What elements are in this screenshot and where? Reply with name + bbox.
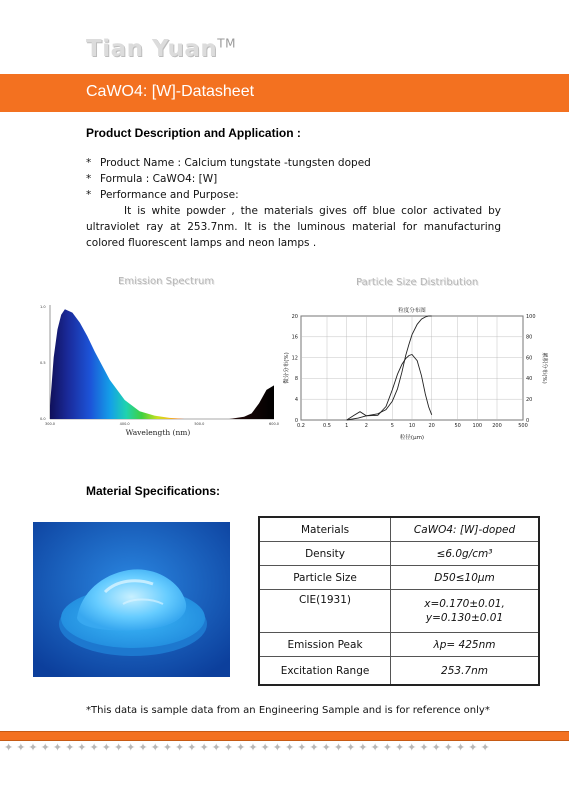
emission-chart-caption: Emission Spectrum xyxy=(118,276,215,287)
psd-x-tick-label: 0.2 xyxy=(297,423,305,429)
psd-y-tick-label: 20 xyxy=(291,313,298,320)
psd-inner-title: 粒度分布图 xyxy=(398,308,426,314)
psd-right-axis-label: 累积分布(%) xyxy=(541,352,547,384)
emission-spectrum-chart xyxy=(38,297,278,440)
psd-x-tick-label: 5 xyxy=(390,423,394,429)
psd-x-tick-label: 500 xyxy=(518,423,528,429)
psd-x-tick-label: 10 xyxy=(408,423,416,429)
list-item-product-name: * Product Name : Calcium tungstate -tungsten doped xyxy=(86,157,371,169)
psd-y2-tick-label: 100 xyxy=(526,313,536,320)
emission-x-tick-label: 300.0 xyxy=(44,422,56,426)
specifications-heading: Material Specifications: xyxy=(86,484,221,498)
title-banner xyxy=(0,74,569,112)
psd-x-tick-label: 1 xyxy=(345,423,349,429)
list-item-formula: * Formula : CaWO4: [W] xyxy=(86,173,218,185)
trademark-mark: TM xyxy=(217,36,236,51)
psd-x-tick-label: 0.5 xyxy=(323,423,331,429)
emission-x-axis-label: Wavelength (nm) xyxy=(125,428,191,437)
table-row: Density ≤6.0g/cm³ xyxy=(259,542,539,566)
emission-y-tick-label: 1.0 xyxy=(40,305,46,309)
emission-spectrum-area xyxy=(50,309,274,419)
psd-x-tick-label: 50 xyxy=(454,423,461,429)
psd-left-axis-label: 微分分布(%) xyxy=(284,352,290,384)
brand-logo xyxy=(86,36,236,62)
table-row: Emission Peak λp= 425nm xyxy=(259,633,539,657)
psd-y2-tick-label: 80 xyxy=(526,334,533,341)
psd-x-tick-label: 100 xyxy=(472,423,483,429)
sample-powder-photo xyxy=(33,522,230,677)
psd-chart-caption: Particle Size Distribution xyxy=(356,277,479,288)
emission-x-tick-label: 500.0 xyxy=(194,422,205,426)
psd-y2-tick-label: 60 xyxy=(526,355,533,362)
psd-x-tick-label: 200 xyxy=(492,423,502,429)
emission-x-tick-label: 600.0 xyxy=(268,422,280,426)
footer-decoration: ✦✦✦✦✦✦✦✦✦✦✦✦✦✦✦✦✦✦✦✦✦✦✦✦✦✦✦✦✦✦✦✦✦✦✦✦✦✦✦✦ xyxy=(4,742,493,754)
table-row: Excitation Range 253.7nm xyxy=(259,657,539,686)
psd-y-tick-label: 16 xyxy=(291,334,298,341)
specifications-table xyxy=(258,516,540,686)
disclaimer-note: *This data is sample data from an Engineering Sample and is for reference only* xyxy=(86,705,490,716)
particle-size-chart xyxy=(283,302,548,447)
table-row: Materials CaWO4: [W]-doped xyxy=(259,517,539,542)
emission-y-tick-label: 0.5 xyxy=(40,361,46,365)
psd-y-tick-label: 8 xyxy=(294,376,298,383)
table-row: CIE(1931) x=0.170±0.01, y=0.130±0.01 xyxy=(259,590,539,633)
psd-y-tick-label: 0 xyxy=(294,417,298,424)
description-list xyxy=(86,155,501,251)
psd-y2-tick-label: 20 xyxy=(526,397,533,403)
psd-x-axis-label: 粒径(μm) xyxy=(399,435,425,441)
footer-rule xyxy=(0,731,569,741)
psd-y2-tick-label: 40 xyxy=(526,376,533,383)
psd-y2-tick-label: 0 xyxy=(526,417,530,424)
brand-name: Tian Yuan xyxy=(86,36,218,62)
emission-x-tick-label: 400.0 xyxy=(119,422,130,426)
emission-y-tick-label: 0.0 xyxy=(40,417,46,421)
psd-x-tick-label: 2 xyxy=(364,423,368,429)
psd-y-tick-label: 12 xyxy=(291,355,298,362)
datasheet-title: CaWO4: [W]-Datasheet xyxy=(86,83,255,100)
description-heading: Product Description and Application : xyxy=(86,126,301,140)
psd-x-tick-label: 20 xyxy=(428,423,435,429)
psd-y-tick-label: 4 xyxy=(294,397,298,403)
table-row: Particle Size D50≤10μm xyxy=(259,566,539,590)
description-paragraph: It is white powder , the materials gives off blue color activated by ultraviolet ray at 253.7nm. It is the luminous material for manufacturing colored fluorescent lamps and neon lamps . xyxy=(86,205,501,249)
list-item-performance: * Performance and Purpose: xyxy=(86,189,239,201)
